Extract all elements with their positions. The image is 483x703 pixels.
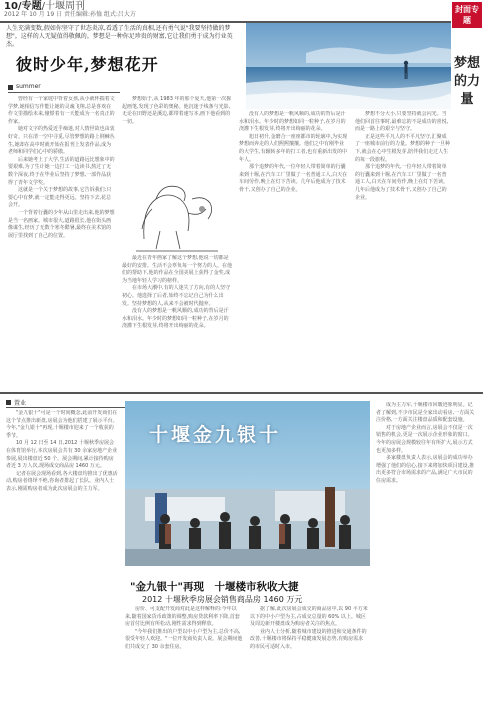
paragraph: 梦想始于,从 1983 年的那个夏天,他第一次握起画笔,发现了色彩的奥秘。他沉迷于线条与光影,无论在田野还是溪边,都带着速写本,画下他看到的一切。 bbox=[122, 96, 232, 125]
feature-column-4 bbox=[355, 111, 450, 388]
label-square-icon bbox=[6, 400, 11, 405]
boy-sketch-illustration bbox=[122, 169, 233, 253]
seascape-photo bbox=[246, 23, 451, 109]
paragraph: 在市场大潮中,有的人迷失了方向,有的人坚守初心。他选择了后者,始终不忘记自己为什么出发。坚持梦想的人,从来不会被时代抛弃。 bbox=[122, 285, 231, 307]
publication-name: /十堰周刊 bbox=[41, 1, 85, 12]
paragraph: 那个追梦的年代,一位年轻人带着简单的行囊来到十堰,在汽车工厂里做了一名普通工人,白天在车间劳作,晚上在灯下苦读。几年后他成为了技术骨干,又创办了自己的企业。 bbox=[239, 164, 348, 193]
realestate-subhead: 2012 十堰秋季房展会销售商品房 1460 万元 bbox=[142, 595, 303, 604]
section-label-summer bbox=[8, 84, 120, 93]
realestate-column-3 bbox=[250, 606, 368, 700]
paragraph: 据了解,此次房展会成交的商品房中,以 90 平方米以下的中小户型为主,占成交总量的 60% 以上。城区及周边新开楼盘成为购房者关注的焦点。 bbox=[250, 606, 368, 628]
section-title: 10/专题 bbox=[4, 1, 42, 12]
paragraph: 后来她考上了大学,生活的道路远比想象中的要艰难,为了生计她一边打工一边读书,熬过了无数个深夜,终于在毕业后坚持了梦想,一部作品获得了青年文学奖。 bbox=[8, 156, 115, 186]
expo-sign-text: 十堰金九银十 bbox=[149, 424, 282, 446]
paragraph: 曾经有一个家庭中背着女孩,从小就怀揣着文学梦,她相信写作能让她的灵魂飞翔,总是喜欢在作文里描绘未来,憧憬着有一天能成为一名真正的作家。 bbox=[8, 96, 115, 125]
paragraph: 记者在展会现场看到,各大楼盘均推出了优惠活动,购房者络绎不绝,咨询者排起了长队。业内人士表示,刚需购房者成为此次房展会的主力军。 bbox=[6, 470, 118, 492]
paragraph: 一个背着行囊的少年从山里走出来,他的梦想是当一名画家。城市很大,道路很长,他在街头画像谋生,经历了无数个寒冬酷暑,最终在美术馆的展厅里找到了自己的位置。 bbox=[8, 209, 115, 239]
section-label-text: summer bbox=[16, 83, 41, 90]
vertical-title: 梦想的力量 bbox=[453, 56, 480, 107]
paragraph: 旭日初升,金磨合一座座都市的轮廓中,为实现梦想而奔走的人们熙熙攘攘。他们之中有刚毕业的大学生,有辗转多年的打工者,也有重新出发的中年人。 bbox=[239, 133, 348, 163]
feature-headline: 彼时少年,梦想花开 bbox=[16, 55, 159, 74]
paragraph: 房价、可支配开发商对此是这样解释的:今年以来,随着国家货币政策的调整,购房贷款利率下降,首套房首付比例有所松动,刚性需求得到释放。 bbox=[125, 606, 240, 628]
paragraph: 正是这些平凡人的不平凡坚守,汇聚成了一座城市前行的力量。梦想的种子一旦种下,就会在心中生根发芽,陪伴我们走过人生的每一段旅程。 bbox=[355, 133, 450, 163]
paragraph: 最近在青年画家了解这个梦想,他说一切都是最好的安排。生活不会辜负每一个努力的人。在他们的帮助下,他的作品在全国美展上获得了金奖,成为当地年轻人学习的榜样。 bbox=[122, 255, 233, 284]
section-label-realestate bbox=[6, 399, 126, 408]
realestate-column-4 bbox=[376, 402, 476, 700]
paragraph: "金九银十"可是一个时间概念,此前开发商们在这个节点推出新盘,房展会为他们搭建了展示平台。今年,"金九银十"再现,十堰楼市迎来了一个收获的季节。 bbox=[6, 410, 118, 439]
paragraph: 业内人士分析,随着城市建设的推进和交通条件的改善,十堰楼市将保持平稳健康发展态势,有购房需求的市民可适时入市。 bbox=[250, 628, 367, 650]
paragraph: 她对文字的热爱近乎痴迷,对人情世故也由衷好奇。只在清一空中寻觅,尽管梦想的路上荆棘丛生,她却在高中时就开始在报刊上发表作品,成为老师和同学们心中的骄傲。 bbox=[8, 126, 115, 156]
realestate-headline: "金九银十"再现 十堰楼市秋收大捷 bbox=[130, 581, 299, 593]
paragraph: 成为主力军,十堰楼市回暖迹象明显。记者了解到,不少市民是全家出动看房,一方面关注价格,一方面关注楼盘品质和配套设施。 bbox=[376, 402, 475, 424]
feature-column-2-bottom bbox=[122, 255, 233, 389]
section-label-text: 置业 bbox=[14, 400, 27, 407]
paragraph: "今年我们推出的户型以中小户型为主,总价不高,很受年轻人欢迎。"一位开发商负责人说。展会期间他们共成交了 30 余套住房。 bbox=[125, 628, 243, 650]
realestate-column-1 bbox=[6, 410, 118, 700]
paragraph: 10 月 12 日至 14 日,2012 十堰秋季房展会在体育馆举行,本次房展会共有 30 余家房地产企业参展,展出楼盘近 50 个。展会期间,累计接待购房者近 3 万人次,现场成交商品房 1460 万元。 bbox=[6, 440, 118, 470]
section-divider bbox=[0, 392, 483, 394]
issue-meta: 2012 年 10 月 19 日 责任编辑:孙恤 组式:吕大方 bbox=[4, 11, 136, 18]
intro-text: 人生充满变数,假如你坚守了世态炎凉,看透了生活的真相,还有勇气说"我要坚持做的梦想"。这样的人无疑值得敬佩的。梦想是一种你足珍贵的财富,它让我们勇于成为行业英杰。 bbox=[6, 25, 233, 48]
paragraph: 没有人的梦想是一帆风顺的,成功的背后是汗水和泪水。年少时的梦想如同一粒种子,在岁月的浇灌下生根发芽,终将开出绚丽的花朵。 bbox=[239, 111, 346, 133]
paragraph: 梦想不分大小,只要坚持就会闪光。当他们回首往事时,最难忘的不是成功的喜悦,而是一路上的艰辛与坚守。 bbox=[355, 111, 449, 133]
feature-column-3 bbox=[239, 111, 348, 388]
paragraph: 对于房地产企业而言,房展会不仅是一次销售的机会,更是一次展示企业形象的窗口。今年的房展会规模较往年有所扩大,展示方式也更加多样。 bbox=[376, 424, 473, 454]
paragraph: 这就是一个关于梦想的故事,它告诉我们:只要心中有梦,就一定能走得更远。坚持下去,花总会开。 bbox=[8, 187, 112, 209]
realestate-column-2 bbox=[125, 606, 243, 700]
cover-badge: 封面专题 bbox=[452, 2, 482, 28]
paragraph: 那个追梦的年代,一位年轻人带着简单的行囊来到十堰,在汽车工厂里做了一名普通工人,白天在车间劳作,晚上在灯下苦读。几年后他成为了技术骨干,又创办了自己的企业。 bbox=[355, 164, 449, 201]
feature-column-1 bbox=[8, 96, 116, 388]
feature-column-2-top bbox=[122, 96, 233, 168]
paragraph: 多家楼盘负责人表示,房展会的成功举办增强了他们的信心,接下来将加快项目建设,推出更多符合市场需求的产品,满足广大市民的住房需求。 bbox=[376, 455, 475, 484]
label-square-icon bbox=[8, 85, 13, 90]
paragraph: 没有人的梦想是一帆风顺的,成功的背后是汗水和泪水。年少时的梦想如同一粒种子,在岁月的浇灌下生根发芽,终将开出绚丽的花朵。 bbox=[122, 308, 229, 330]
